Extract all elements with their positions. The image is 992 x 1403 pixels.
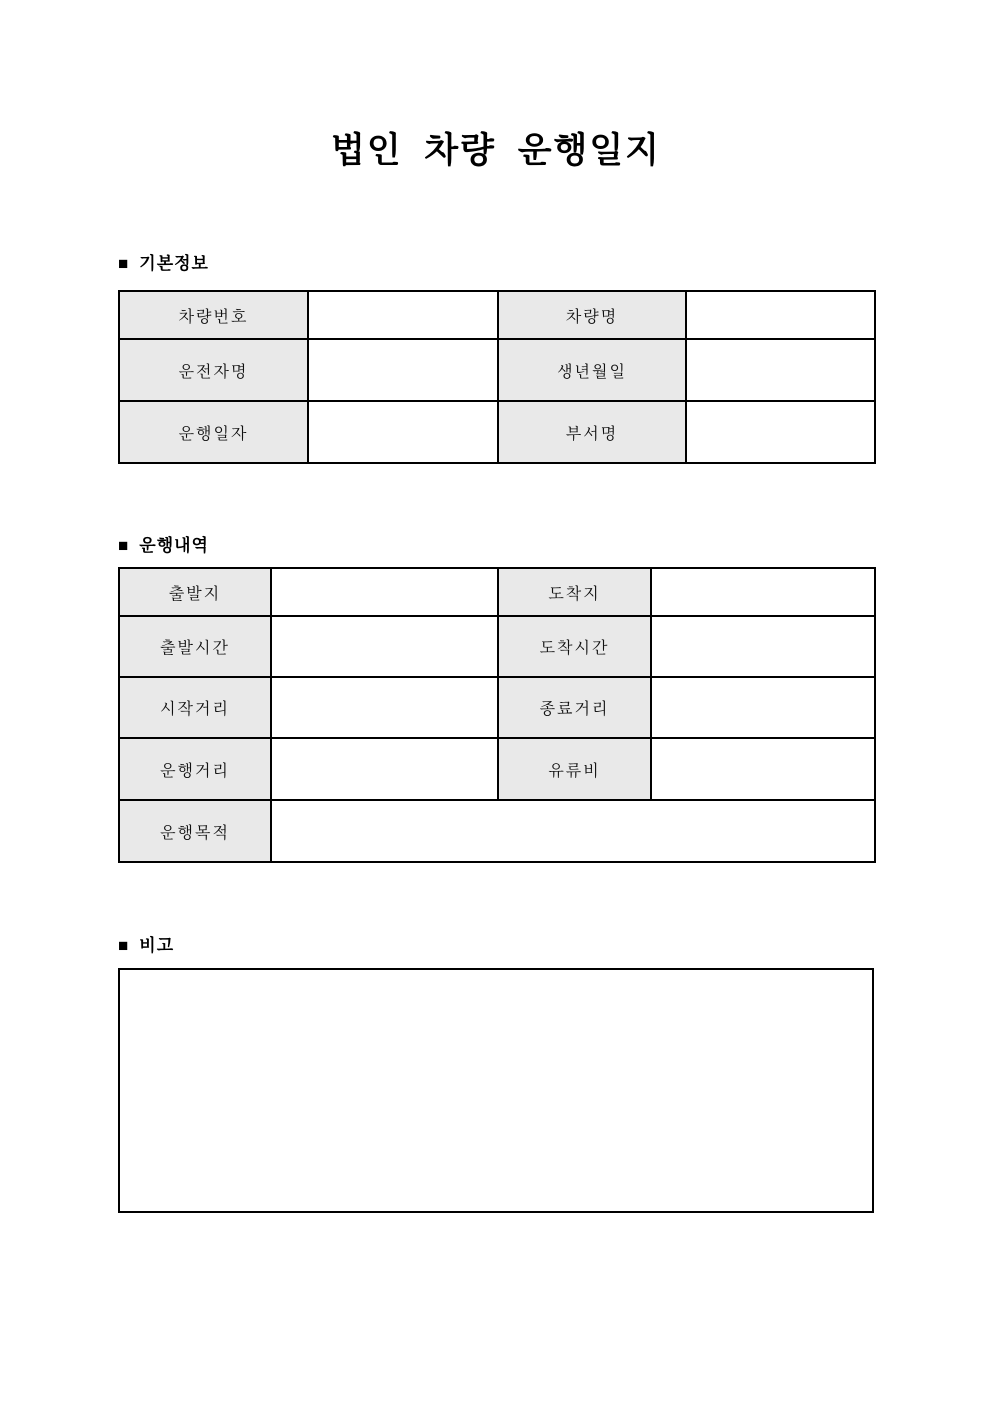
vehicle-number-label: 차량번호 [119, 291, 308, 339]
vehicle-name-label: 차량명 [498, 291, 686, 339]
section-heading-driving-details-label: 운행내역 [139, 536, 209, 555]
vehicle-name-value[interactable] [686, 291, 875, 339]
arrival-time-value[interactable] [651, 616, 875, 677]
remarks-box[interactable] [118, 968, 874, 1213]
drive-distance-value[interactable] [271, 738, 498, 800]
table-row [119, 568, 875, 616]
drive-purpose-value[interactable] [271, 800, 875, 862]
birth-date-value[interactable] [686, 339, 875, 401]
section-heading-driving-details [118, 535, 874, 557]
table-row [119, 339, 875, 401]
table-row [119, 800, 875, 862]
section-heading-remarks-label: 비고 [139, 936, 175, 955]
departure-time-value[interactable] [271, 616, 498, 677]
drive-date-label: 운행일자 [119, 401, 308, 463]
section-heading-remarks [118, 935, 874, 957]
department-label: 부서명 [498, 401, 686, 463]
start-distance-label: 시작거리 [119, 677, 271, 738]
table-row [119, 291, 875, 339]
page-title: 법인 차량 운행일지 [331, 131, 661, 170]
driving-details-table [118, 567, 876, 863]
document-content [118, 253, 874, 1213]
arrival-time-label: 도착시간 [498, 616, 651, 677]
birth-date-label: 생년월일 [498, 339, 686, 401]
section-bullet-icon: ■ [118, 936, 130, 955]
driver-name-label: 운전자명 [119, 339, 308, 401]
end-distance-label: 종료거리 [498, 677, 651, 738]
table-row [119, 401, 875, 463]
vehicle-number-value[interactable] [308, 291, 498, 339]
start-distance-value[interactable] [271, 677, 498, 738]
departure-time-label: 출발시간 [119, 616, 271, 677]
section-bullet-icon: ■ [118, 536, 130, 555]
table-row [119, 677, 875, 738]
departure-place-label: 출발지 [119, 568, 271, 616]
driver-name-value[interactable] [308, 339, 498, 401]
basic-info-table [118, 290, 876, 464]
fuel-cost-label: 유류비 [498, 738, 651, 800]
section-bullet-icon: ■ [118, 254, 130, 273]
arrival-place-label: 도착지 [498, 568, 651, 616]
arrival-place-value[interactable] [651, 568, 875, 616]
fuel-cost-value[interactable] [651, 738, 875, 800]
drive-distance-label: 운행거리 [119, 738, 271, 800]
table-row [119, 738, 875, 800]
section-heading-basic-info-label: 기본정보 [139, 254, 209, 273]
table-row [119, 616, 875, 677]
section-heading-basic-info [118, 253, 874, 275]
drive-purpose-label: 운행목적 [119, 800, 271, 862]
department-value[interactable] [686, 401, 875, 463]
departure-place-value[interactable] [271, 568, 498, 616]
drive-date-value[interactable] [308, 401, 498, 463]
end-distance-value[interactable] [651, 677, 875, 738]
